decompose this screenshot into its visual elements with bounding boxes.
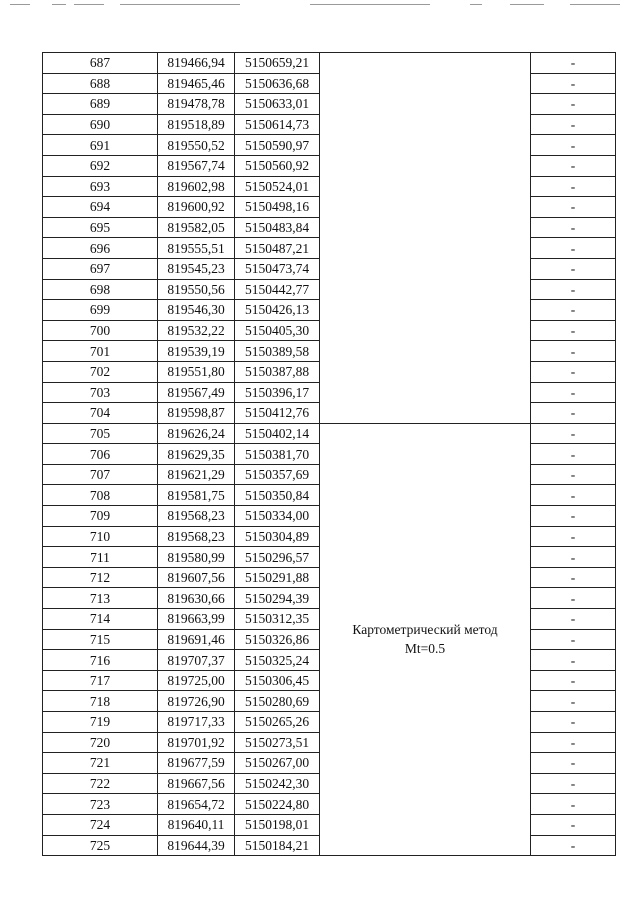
value-cell: - <box>531 361 616 382</box>
point-number-cell: 698 <box>43 279 158 300</box>
value-cell: - <box>531 238 616 259</box>
point-number-cell: 692 <box>43 155 158 176</box>
point-number-cell: 724 <box>43 814 158 835</box>
y-coordinate-cell: 5150242,30 <box>235 773 320 794</box>
value-cell: - <box>531 176 616 197</box>
point-number-cell: 711 <box>43 547 158 568</box>
x-coordinate-cell: 819707,37 <box>158 650 235 671</box>
point-number-cell: 720 <box>43 732 158 753</box>
x-coordinate-cell: 819626,24 <box>158 423 235 444</box>
y-coordinate-cell: 5150280,69 <box>235 691 320 712</box>
point-number-cell: 710 <box>43 526 158 547</box>
x-coordinate-cell: 819726,90 <box>158 691 235 712</box>
value-cell: - <box>531 753 616 774</box>
scan-header-artifact <box>10 4 630 8</box>
value-cell: - <box>531 155 616 176</box>
y-coordinate-cell: 5150636,68 <box>235 73 320 94</box>
y-coordinate-cell: 5150265,26 <box>235 712 320 733</box>
value-cell: - <box>531 341 616 362</box>
point-number-cell: 702 <box>43 361 158 382</box>
x-coordinate-cell: 819546,30 <box>158 300 235 321</box>
value-cell: - <box>531 588 616 609</box>
x-coordinate-cell: 819582,05 <box>158 217 235 238</box>
x-coordinate-cell: 819640,11 <box>158 814 235 835</box>
y-coordinate-cell: 5150296,57 <box>235 547 320 568</box>
x-coordinate-cell: 819545,23 <box>158 258 235 279</box>
y-coordinate-cell: 5150396,17 <box>235 382 320 403</box>
point-number-cell: 705 <box>43 423 158 444</box>
x-coordinate-cell: 819691,46 <box>158 629 235 650</box>
point-number-cell: 719 <box>43 712 158 733</box>
y-coordinate-cell: 5150402,14 <box>235 423 320 444</box>
x-coordinate-cell: 819600,92 <box>158 197 235 218</box>
y-coordinate-cell: 5150291,88 <box>235 567 320 588</box>
value-cell: - <box>531 526 616 547</box>
point-number-cell: 694 <box>43 197 158 218</box>
value-cell: - <box>531 732 616 753</box>
coordinates-table-body <box>43 53 616 856</box>
value-cell: - <box>531 279 616 300</box>
point-number-cell: 718 <box>43 691 158 712</box>
x-coordinate-cell: 819725,00 <box>158 670 235 691</box>
value-cell: - <box>531 567 616 588</box>
coordinates-table <box>42 52 616 856</box>
x-coordinate-cell: 819654,72 <box>158 794 235 815</box>
point-number-cell: 697 <box>43 258 158 279</box>
point-number-cell: 717 <box>43 670 158 691</box>
y-coordinate-cell: 5150198,01 <box>235 814 320 835</box>
y-coordinate-cell: 5150560,92 <box>235 155 320 176</box>
y-coordinate-cell: 5150590,97 <box>235 135 320 156</box>
y-coordinate-cell: 5150405,30 <box>235 320 320 341</box>
y-coordinate-cell: 5150184,21 <box>235 835 320 856</box>
point-number-cell: 707 <box>43 464 158 485</box>
y-coordinate-cell: 5150350,84 <box>235 485 320 506</box>
y-coordinate-cell: 5150224,80 <box>235 794 320 815</box>
point-number-cell: 695 <box>43 217 158 238</box>
value-cell: - <box>531 197 616 218</box>
x-coordinate-cell: 819677,59 <box>158 753 235 774</box>
value-cell: - <box>531 691 616 712</box>
value-cell: - <box>531 217 616 238</box>
y-coordinate-cell: 5150633,01 <box>235 94 320 115</box>
value-cell: - <box>531 423 616 444</box>
value-cell: - <box>531 609 616 630</box>
point-number-cell: 722 <box>43 773 158 794</box>
y-coordinate-cell: 5150659,21 <box>235 53 320 74</box>
value-cell: - <box>531 629 616 650</box>
point-number-cell: 704 <box>43 403 158 424</box>
value-cell: - <box>531 320 616 341</box>
value-cell: - <box>531 835 616 856</box>
y-coordinate-cell: 5150442,77 <box>235 279 320 300</box>
point-number-cell: 716 <box>43 650 158 671</box>
y-coordinate-cell: 5150304,89 <box>235 526 320 547</box>
x-coordinate-cell: 819539,19 <box>158 341 235 362</box>
y-coordinate-cell: 5150487,21 <box>235 238 320 259</box>
x-coordinate-cell: 819568,23 <box>158 526 235 547</box>
y-coordinate-cell: 5150614,73 <box>235 114 320 135</box>
y-coordinate-cell: 5150294,39 <box>235 588 320 609</box>
y-coordinate-cell: 5150325,24 <box>235 650 320 671</box>
y-coordinate-cell: 5150473,74 <box>235 258 320 279</box>
method-label: Картометрический метод <box>352 622 498 638</box>
y-coordinate-cell: 5150387,88 <box>235 361 320 382</box>
y-coordinate-cell: 5150357,69 <box>235 464 320 485</box>
table-row <box>43 423 616 444</box>
x-coordinate-cell: 819550,56 <box>158 279 235 300</box>
value-cell: - <box>531 258 616 279</box>
x-coordinate-cell: 819629,35 <box>158 444 235 465</box>
point-number-cell: 706 <box>43 444 158 465</box>
y-coordinate-cell: 5150412,76 <box>235 403 320 424</box>
x-coordinate-cell: 819630,66 <box>158 588 235 609</box>
point-number-cell: 701 <box>43 341 158 362</box>
value-cell: - <box>531 773 616 794</box>
y-coordinate-cell: 5150381,70 <box>235 444 320 465</box>
value-cell: - <box>531 403 616 424</box>
x-coordinate-cell: 819567,49 <box>158 382 235 403</box>
y-coordinate-cell: 5150306,45 <box>235 670 320 691</box>
x-coordinate-cell: 819621,29 <box>158 464 235 485</box>
point-number-cell: 690 <box>43 114 158 135</box>
point-number-cell: 687 <box>43 53 158 74</box>
x-coordinate-cell: 819717,33 <box>158 712 235 733</box>
x-coordinate-cell: 819568,23 <box>158 506 235 527</box>
y-coordinate-cell: 5150524,01 <box>235 176 320 197</box>
value-cell: - <box>531 73 616 94</box>
value-cell: - <box>531 464 616 485</box>
x-coordinate-cell: 819555,51 <box>158 238 235 259</box>
value-cell: - <box>531 712 616 733</box>
value-cell: - <box>531 53 616 74</box>
y-coordinate-cell: 5150273,51 <box>235 732 320 753</box>
point-number-cell: 691 <box>43 135 158 156</box>
point-number-cell: 693 <box>43 176 158 197</box>
point-number-cell: 723 <box>43 794 158 815</box>
x-coordinate-cell: 819701,92 <box>158 732 235 753</box>
point-number-cell: 714 <box>43 609 158 630</box>
table-row <box>43 53 616 74</box>
point-number-cell: 700 <box>43 320 158 341</box>
point-number-cell: 696 <box>43 238 158 259</box>
x-coordinate-cell: 819602,98 <box>158 176 235 197</box>
value-cell: - <box>531 547 616 568</box>
y-coordinate-cell: 5150334,00 <box>235 506 320 527</box>
value-cell: - <box>531 94 616 115</box>
y-coordinate-cell: 5150326,86 <box>235 629 320 650</box>
x-coordinate-cell: 819581,75 <box>158 485 235 506</box>
x-coordinate-cell: 819567,74 <box>158 155 235 176</box>
value-cell: - <box>531 650 616 671</box>
accuracy-label: Mt=0.5 <box>404 641 446 657</box>
value-cell: - <box>531 485 616 506</box>
x-coordinate-cell: 819607,56 <box>158 567 235 588</box>
point-number-cell: 708 <box>43 485 158 506</box>
x-coordinate-cell: 819550,52 <box>158 135 235 156</box>
point-number-cell: 715 <box>43 629 158 650</box>
value-cell: - <box>531 794 616 815</box>
point-number-cell: 688 <box>43 73 158 94</box>
y-coordinate-cell: 5150267,00 <box>235 753 320 774</box>
value-cell: - <box>531 444 616 465</box>
x-coordinate-cell: 819598,87 <box>158 403 235 424</box>
x-coordinate-cell: 819551,80 <box>158 361 235 382</box>
point-number-cell: 699 <box>43 300 158 321</box>
method-cell-empty <box>320 53 531 424</box>
point-number-cell: 712 <box>43 567 158 588</box>
value-cell: - <box>531 670 616 691</box>
x-coordinate-cell: 819667,56 <box>158 773 235 794</box>
x-coordinate-cell: 819478,78 <box>158 94 235 115</box>
y-coordinate-cell: 5150426,13 <box>235 300 320 321</box>
value-cell: - <box>531 114 616 135</box>
value-cell: - <box>531 506 616 527</box>
x-coordinate-cell: 819532,22 <box>158 320 235 341</box>
x-coordinate-cell: 819580,99 <box>158 547 235 568</box>
value-cell: - <box>531 135 616 156</box>
x-coordinate-cell: 819663,99 <box>158 609 235 630</box>
point-number-cell: 713 <box>43 588 158 609</box>
value-cell: - <box>531 382 616 403</box>
x-coordinate-cell: 819644,39 <box>158 835 235 856</box>
value-cell: - <box>531 300 616 321</box>
x-coordinate-cell: 819518,89 <box>158 114 235 135</box>
value-cell: - <box>531 814 616 835</box>
y-coordinate-cell: 5150498,16 <box>235 197 320 218</box>
point-number-cell: 709 <box>43 506 158 527</box>
x-coordinate-cell: 819465,46 <box>158 73 235 94</box>
point-number-cell: 703 <box>43 382 158 403</box>
point-number-cell: 721 <box>43 753 158 774</box>
x-coordinate-cell: 819466,94 <box>158 53 235 74</box>
point-number-cell: 725 <box>43 835 158 856</box>
y-coordinate-cell: 5150312,35 <box>235 609 320 630</box>
y-coordinate-cell: 5150483,84 <box>235 217 320 238</box>
method-cell <box>320 423 531 855</box>
y-coordinate-cell: 5150389,58 <box>235 341 320 362</box>
point-number-cell: 689 <box>43 94 158 115</box>
